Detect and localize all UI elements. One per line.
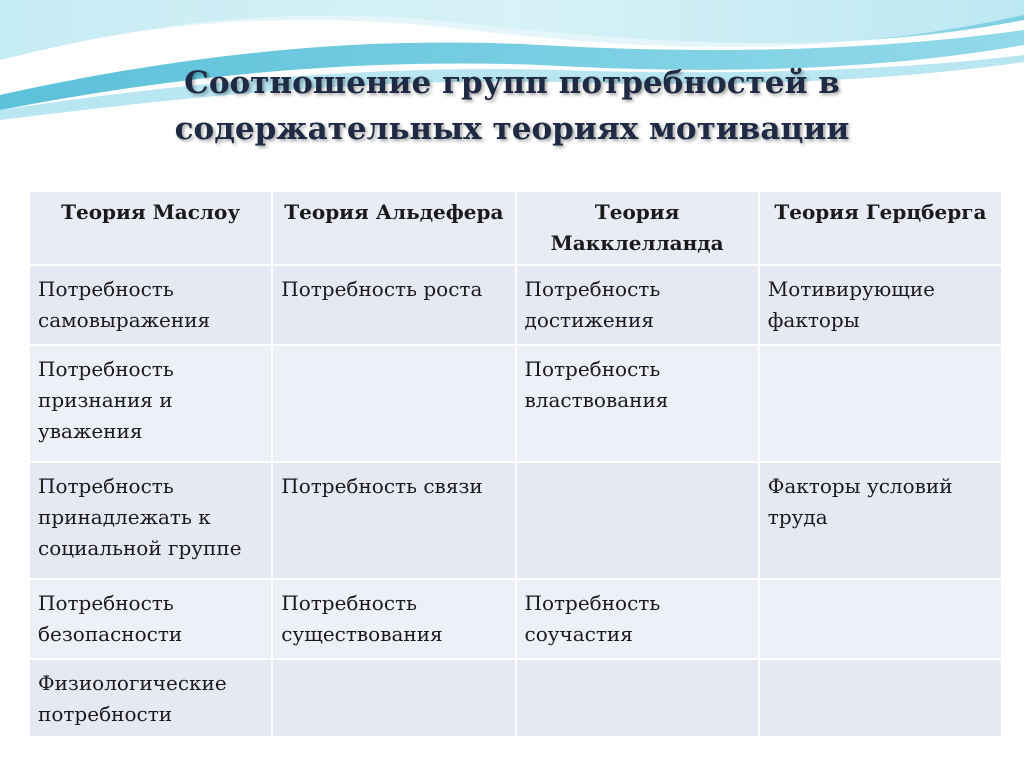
table-cell: Потребность связи xyxy=(272,462,515,579)
table-row xyxy=(29,462,1002,579)
table-cell: Потребность соучастия xyxy=(516,579,759,659)
title-line-1: Соотношение групп потребностей в xyxy=(184,65,840,101)
header-alderfer: Теория Альдефера xyxy=(272,191,515,265)
table-cell: Физиологические потребности xyxy=(29,659,272,737)
theories-table-container xyxy=(28,190,1003,738)
table-cell: Потребность безопасности xyxy=(29,579,272,659)
table-cell: Потребность роста xyxy=(272,265,515,345)
table-cell: Факторы условий труда xyxy=(759,462,1002,579)
header-maslow: Теория Маслоу xyxy=(29,191,272,265)
table-cell xyxy=(272,659,515,737)
title-line-2: содержательных теориях мотивации xyxy=(174,111,850,147)
header-herzberg: Теория Герцберга xyxy=(759,191,1002,265)
table-cell: Потребность самовыражения xyxy=(29,265,272,345)
table-row xyxy=(29,659,1002,737)
table-row xyxy=(29,265,1002,345)
slide-title xyxy=(0,60,1024,152)
table-row xyxy=(29,345,1002,462)
table-cell xyxy=(516,462,759,579)
table-header-row xyxy=(29,191,1002,265)
table-cell xyxy=(759,579,1002,659)
table-cell: Потребность достижения xyxy=(516,265,759,345)
table-cell: Потребность принадлежать к социальной группе xyxy=(29,462,272,579)
theories-table xyxy=(28,190,1003,738)
table-cell xyxy=(516,659,759,737)
table-cell xyxy=(272,345,515,462)
table-cell: Потребность властвования xyxy=(516,345,759,462)
header-mcclelland: Теория Макклелланда xyxy=(516,191,759,265)
table-row xyxy=(29,579,1002,659)
table-cell: Потребность существования xyxy=(272,579,515,659)
table-cell xyxy=(759,345,1002,462)
table-cell xyxy=(759,659,1002,737)
table-cell: Потребность признания и уважения xyxy=(29,345,272,462)
table-cell: Мотивирующие факторы xyxy=(759,265,1002,345)
